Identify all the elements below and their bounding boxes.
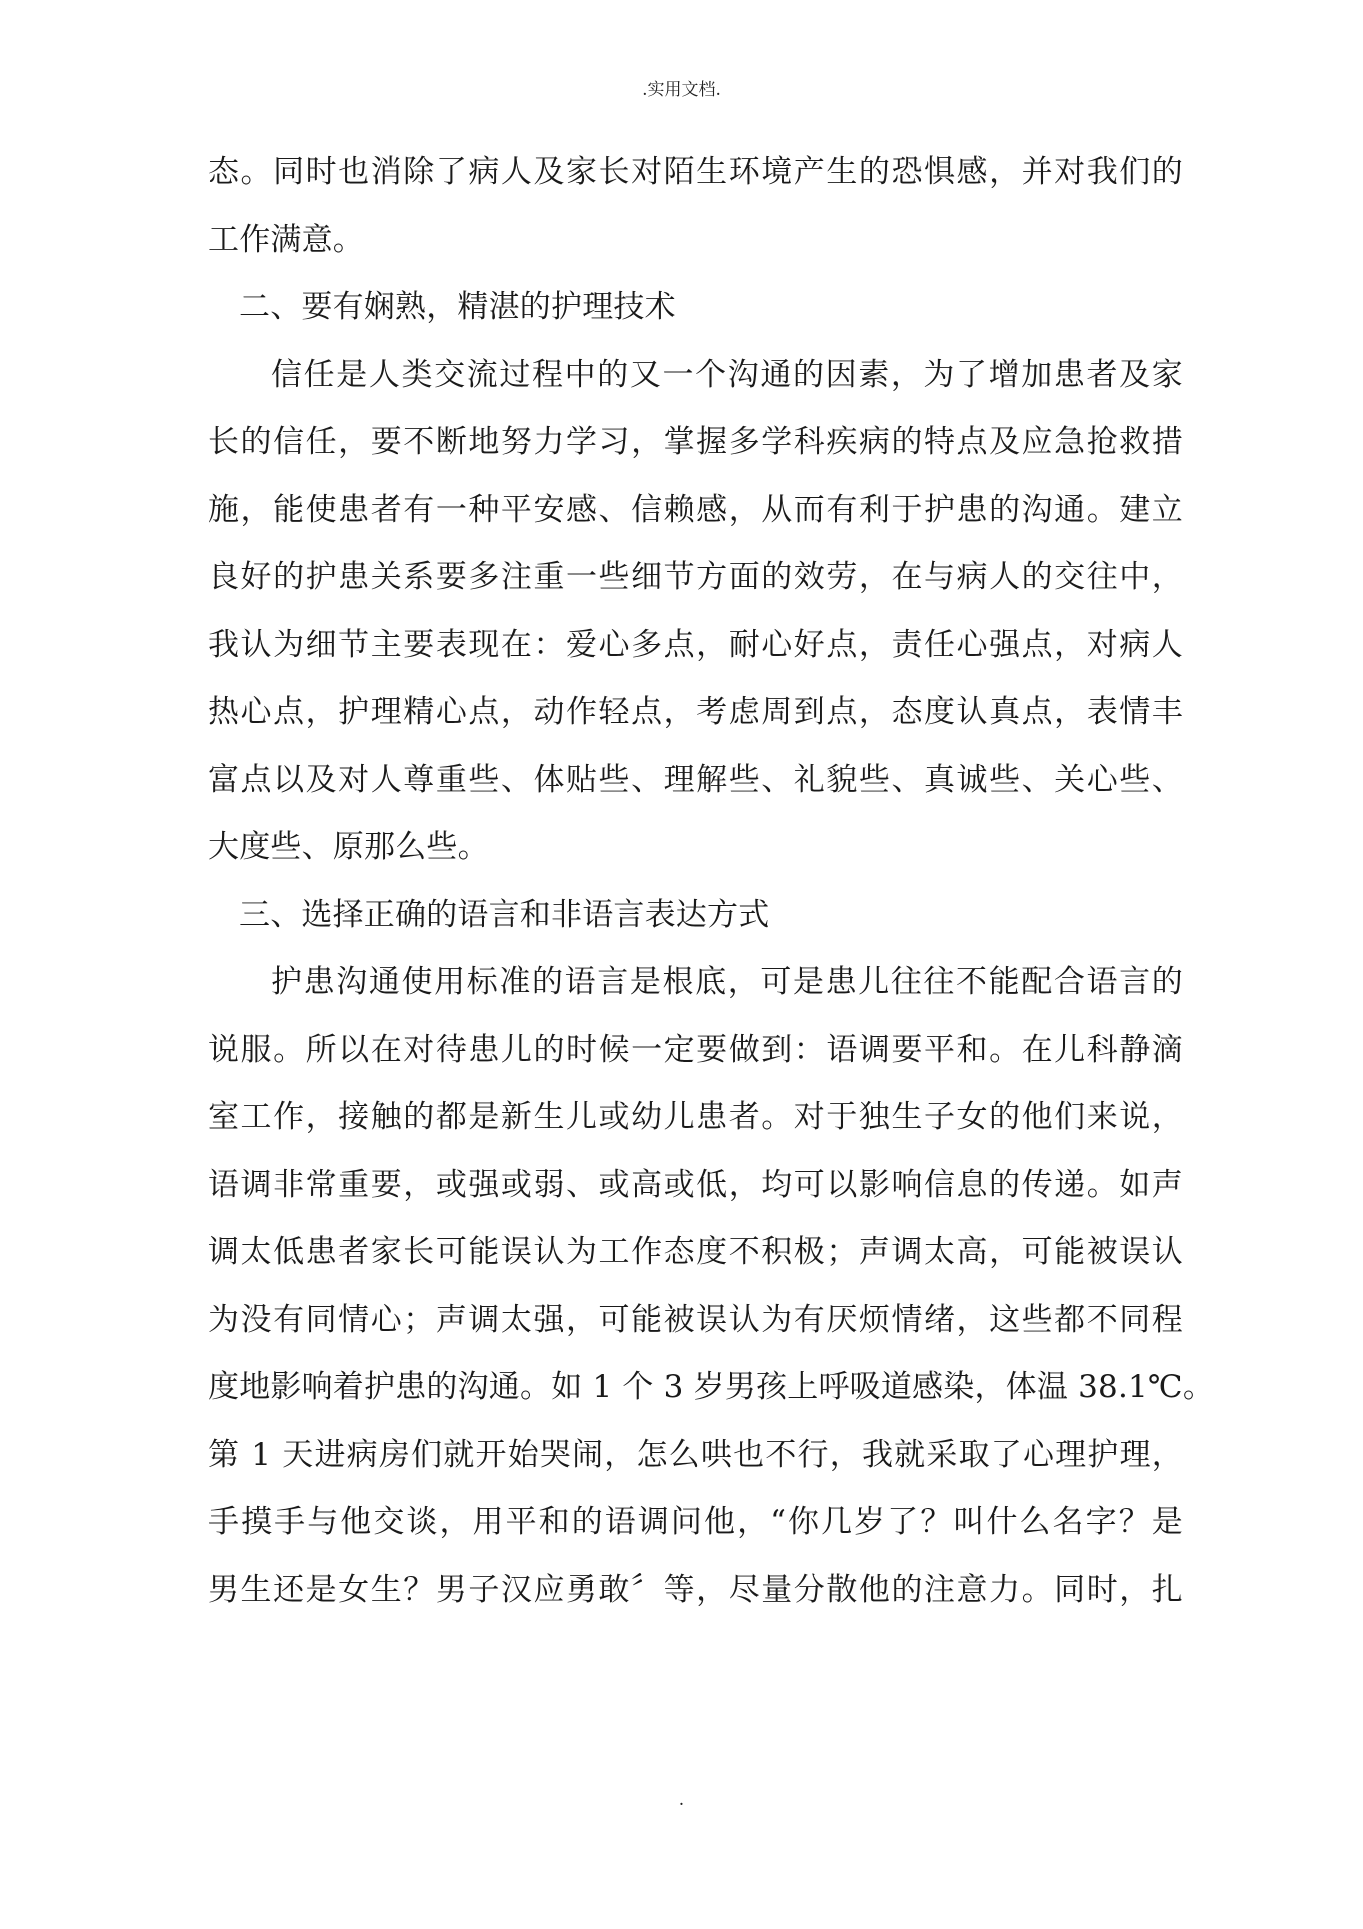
body-line: 说服。所以在对待患儿的时候一定要做到：语调要平和。在儿科静滴 [208,1031,1183,1068]
body-line: 语调非常重要，或强或弱、或高或低，均可以影响信息的传递。如声 [208,1166,1183,1203]
body-line: 长的信任，要不断地努力学习，掌握多学科疾病的特点及应急抢救措 [208,424,1183,460]
body-line: 热心点，护理精心点，动作轻点，考虑周到点，态度认真点，表情丰 [208,694,1183,730]
section-heading: 二、要有娴熟，精湛的护理技术 [239,289,676,325]
body-line: 良好的护患关系要多注重一些细节方面的效劳，在与病人的交往中， [208,559,1183,595]
body-line: 工作满意。 [208,221,364,258]
body-line: 室工作，接触的都是新生儿或幼儿患者。对于独生子女的他们来说， [208,1099,1183,1135]
body-line: 手摸手与他交谈，用平和的语调问他，“你几岁了？叫什么名字？是 [208,1504,1183,1540]
body-line: 调太低患者家长可能误认为工作态度不积极；声调太高，可能被误认 [208,1234,1183,1270]
body-line: 信任是人类交流过程中的又一个沟通的因素，为了增加患者及家 [271,356,1183,393]
body-line: 为没有同情心；声调太强，可能被误认为有厌烦情绪，这些都不同程 [208,1301,1183,1338]
body-line: 大度些、原那么些。 [208,829,489,865]
body-line: 护患沟通使用标准的语言是根底，可是患儿往往不能配合语言的 [271,964,1183,1000]
body-line: 富点以及对人尊重些、体贴些、理解些、礼貌些、真诚些、关心些、 [208,761,1183,798]
body-line: 我认为细节主要表现在：爱心多点，耐心好点，责任心强点，对病人 [208,626,1183,663]
section-heading: 三、选择正确的语言和非语言表达方式 [239,896,770,933]
body-line: 施，能使患者有一种平安感、信赖感，从而有利于护患的沟通。建立 [208,491,1183,528]
body-line: 度地影响着护患的沟通。如 1 个 3 岁男孩上呼吸道感染，体温 38.1℃。 [208,1369,1215,1405]
body-line: 态。同时也消除了病人及家长对陌生环境产生的恐惧感，并对我们的 [208,154,1183,190]
body-line: 男生还是女生？男子汉应勇敢〞等，尽量分散他的注意力。同时，扎 [208,1571,1183,1608]
page-header: .实用文档. [642,80,721,100]
body-line: 第 1 天进病房们就开始哭闹，怎么哄也不行，我就采取了心理护理， [208,1436,1183,1473]
page-footer: . [678,1790,685,1810]
document-body [208,139,1215,1624]
